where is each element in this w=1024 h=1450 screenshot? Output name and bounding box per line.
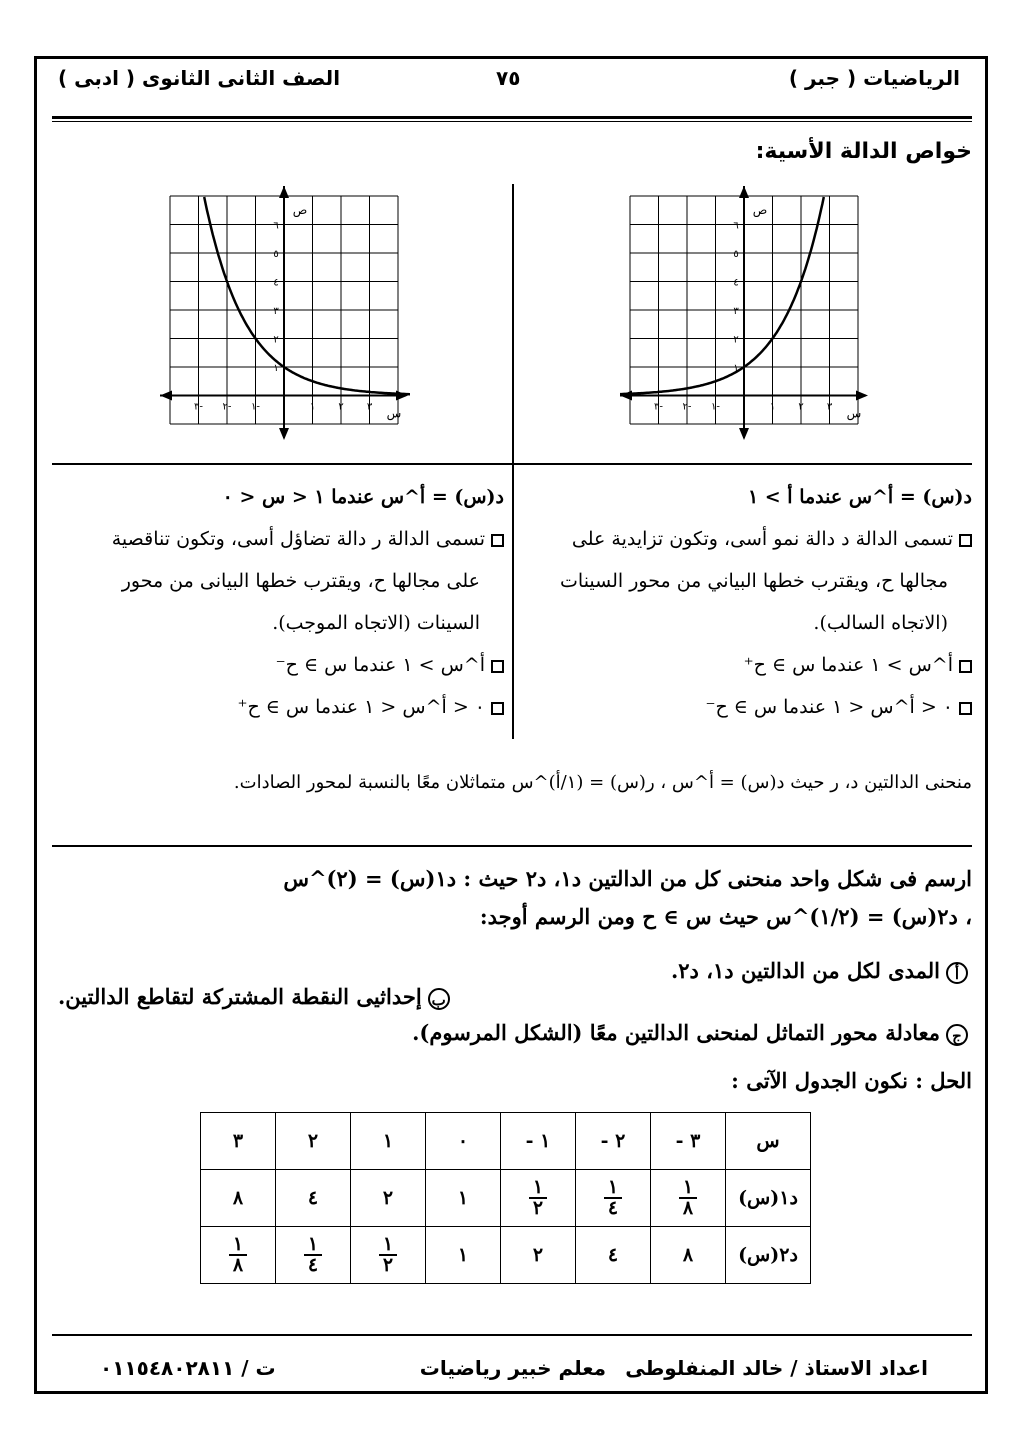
footer-author: اعداد الاستاذ / خالد المنفلوطى	[625, 1356, 928, 1380]
decay-graph	[160, 186, 410, 446]
checkbox-icon	[959, 534, 972, 547]
table-cell: ١ -	[501, 1113, 576, 1170]
y-axis-label: ص	[292, 203, 308, 217]
checkbox-icon	[491, 702, 504, 715]
y-tick-label: ١	[733, 363, 739, 374]
table-cell: ٢	[276, 1113, 351, 1170]
exercise-line-2: ، د٢(س) = (١/٢)^س حيث س ∋ ح ومن الرسم أوجد:	[479, 904, 972, 929]
exercise-item-b	[58, 984, 450, 1010]
item-a-text: المدى لكل من الدالتين د١، د٢.	[670, 958, 940, 983]
table-row	[201, 1227, 811, 1284]
growth-line-3: (الاتجاه السالب).	[813, 612, 948, 634]
x-tick-label: ٣	[366, 401, 373, 413]
section-title: خواص الدالة الأسية:	[755, 139, 972, 164]
x-tick-label: ١-	[251, 401, 260, 413]
growth-line-1: تسمى الدالة د دالة نمو أسى، وتكون تزايدية على	[571, 528, 953, 550]
y-tick-label: ٤	[733, 277, 739, 289]
solution-label: الحل : نكون الجدول الآتى :	[731, 1068, 972, 1093]
table-cell: ١ ٢	[351, 1227, 426, 1284]
footer-rule	[52, 1334, 972, 1336]
exponential-curve	[620, 197, 824, 395]
exercise-line-1: ارسم فى شكل واحد منحنى كل من الدالتين د١، د٢ حيث : د١(س) = (٢)^س	[283, 866, 972, 891]
checkbox-icon	[959, 660, 972, 673]
x-tick-label: ١-	[711, 401, 720, 413]
x-tick-label: ١	[769, 401, 776, 413]
table-row	[201, 1113, 811, 1170]
y-tick-label: ٢	[273, 334, 279, 346]
x-tick-label: ٢	[798, 401, 804, 413]
y-axis-label: ص	[752, 203, 768, 217]
x-tick-label: ٢-	[222, 401, 232, 413]
decay-properties	[54, 476, 504, 728]
x-arrow-icon	[856, 391, 868, 401]
table-cell: ١	[351, 1113, 426, 1170]
decay-line-3: السينات (الاتجاه الموجب).	[272, 612, 480, 634]
exponential-curve	[204, 197, 410, 395]
checkbox-icon	[491, 660, 504, 673]
y-tick-label: ٣	[733, 306, 739, 317]
table-cell: ٨	[201, 1170, 276, 1227]
x-axis-label: س	[846, 406, 862, 421]
table-cell: ٤	[576, 1227, 651, 1284]
table-cell: ١ ٢	[501, 1170, 576, 1227]
y-tick-label: ٦	[733, 220, 739, 232]
checkbox-icon	[959, 702, 972, 715]
growth-line-4: أ^س > ١ عندما س ∋ ح⁺	[743, 654, 953, 676]
table-cell: ١ ٨	[651, 1170, 726, 1227]
footer-role: معلم خبير رياضيات	[419, 1356, 606, 1380]
item-a-badge: أ	[946, 962, 968, 984]
y-tick-label: ٤	[273, 277, 279, 289]
row-header-x: س	[726, 1113, 811, 1170]
x-arrow-icon	[160, 391, 172, 401]
y-tick-label: ٢	[733, 334, 739, 346]
page-number: ٧٥	[496, 66, 521, 90]
table-cell: ١ ٤	[576, 1170, 651, 1227]
exercise-item-c	[412, 1020, 968, 1046]
symmetry-note: منحنى الدالتين د، ر حيث د(س) = أ^س ، ر(س) = (١/أ)^س متماثلان معًا بالنسبة لمحور الصادات.	[233, 772, 972, 793]
table-cell: ٣ -	[651, 1113, 726, 1170]
table-cell: ٢ -	[576, 1113, 651, 1170]
exercise-item-a	[671, 958, 968, 984]
decay-line-1: تسمى الدالة ر دالة تضاؤل أسى، وتكون تناقصية	[111, 528, 485, 550]
table-cell: ٨	[651, 1227, 726, 1284]
row-header-d2: د٢(س)	[726, 1227, 811, 1284]
y-arrow-icon	[279, 186, 289, 198]
item-b-badge: ب	[428, 988, 450, 1010]
y-tick-label: ٥	[273, 249, 279, 260]
header-subject: الرياضيات ( جبر )	[788, 66, 960, 90]
column-divider	[512, 184, 514, 739]
x-tick-label: ٣-	[194, 401, 203, 413]
y-tick-label: ١	[273, 363, 279, 374]
growth-properties	[522, 476, 972, 728]
growth-line-5: ٠ < أ^س < ١ عندما س ∋ ح⁻	[705, 696, 953, 718]
x-tick-label: ٣-	[654, 401, 663, 413]
y-tick-label: ٣	[273, 306, 279, 317]
decay-line-2: على مجالها ح، ويقترب خطها البيانى من محور	[121, 570, 480, 592]
x-arrow-icon	[396, 391, 408, 401]
item-c-badge: ج	[946, 1024, 968, 1046]
header-grade: الصف الثانى الثانوى ( ادبى )	[58, 66, 341, 90]
table-cell: ٣	[201, 1113, 276, 1170]
row-header-d1: د١(س)	[726, 1170, 811, 1227]
growth-graph	[620, 186, 870, 446]
header-rule	[52, 116, 972, 122]
table-cell: ٤	[276, 1170, 351, 1227]
table-row	[201, 1170, 811, 1227]
item-b-text: إحداثيى النقطة المشتركة لتقاطع الدالتين.	[58, 984, 422, 1009]
growth-line-2: مجالها ح، ويقترب خطها البياني من محور السينات	[560, 570, 948, 592]
x-tick-label: ٣	[826, 401, 833, 413]
x-axis-label: س	[386, 406, 402, 421]
y-arrow-icon	[739, 186, 749, 198]
checkbox-icon	[491, 534, 504, 547]
table-cell: ٢	[501, 1227, 576, 1284]
item-c-text: معادلة محور التماثل لمنحنى الدالتين معًا (الشكل المرسوم).	[412, 1020, 940, 1045]
table-cell: ٠	[426, 1113, 501, 1170]
x-tick-label: ١	[309, 401, 316, 413]
section-divider	[52, 845, 972, 847]
table-cell: ٢	[351, 1170, 426, 1227]
table-cell: ١ ٨	[201, 1227, 276, 1284]
decay-line-4: أ^س > ١ عندما س ∋ ح⁻	[275, 654, 485, 676]
footer-phone: ت / ٠١١٥٤٨٠٢٨١١	[100, 1356, 276, 1380]
values-table	[200, 1112, 811, 1284]
decay-heading: د(س) = أ^س عندما ١ < س < ٠	[222, 486, 504, 508]
x-tick-label: ٢	[338, 401, 344, 413]
table-cell: ١	[426, 1170, 501, 1227]
table-cell: ١ ٤	[276, 1227, 351, 1284]
y-tick-label: ٦	[273, 220, 279, 232]
x-arrow-icon	[620, 391, 632, 401]
growth-heading: د(س) = أ^س عندما أ > ١	[747, 486, 972, 508]
y-arrow-icon	[279, 428, 289, 440]
table-cell: ١	[426, 1227, 501, 1284]
decay-line-5: ٠ < أ^س < ١ عندما س ∋ ح⁺	[237, 696, 485, 718]
y-arrow-icon	[739, 428, 749, 440]
y-tick-label: ٥	[733, 249, 739, 260]
x-tick-label: ٢-	[682, 401, 692, 413]
